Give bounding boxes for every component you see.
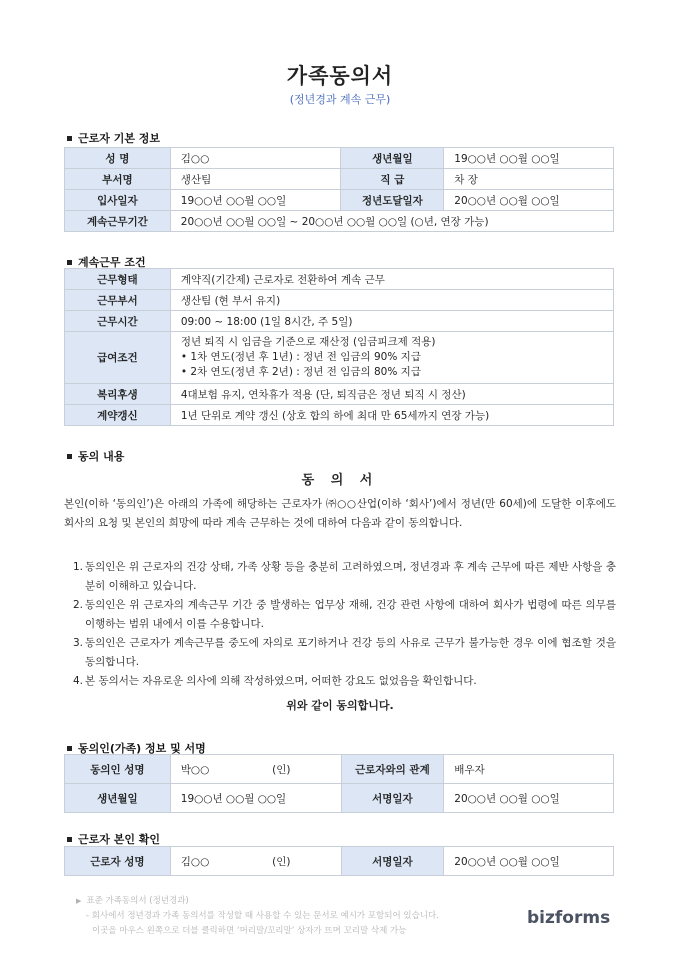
footer-note: ▶ 표준 가족동의서 (정년경과) (76, 896, 189, 906)
work-dept-value: 생산팀 (현 부서 유지) (170, 290, 613, 311)
section-consent: 동의 내용 (67, 448, 124, 464)
join-date-label: 입사일자 (65, 190, 171, 211)
table-row (65, 311, 614, 332)
work-type-label: 근무형태 (65, 269, 171, 290)
worker-date-value[interactable]: 20○○년 ○○월 ○○일 (444, 847, 614, 876)
name-value: 김○○ (170, 148, 341, 169)
work-dept-label: 근무부서 (65, 290, 171, 311)
table-row (65, 332, 614, 384)
renew-value: 1년 단위로 계약 갱신 (상호 합의 하에 최대 만 65세까지 연장 가능) (170, 405, 613, 426)
table-row (65, 148, 614, 169)
consent-closing: 위와 같이 동의합니다. (286, 699, 394, 712)
basic-info-table (64, 147, 614, 232)
period-label: 계속근무기간 (65, 211, 171, 232)
name-label: 성 명 (65, 148, 171, 169)
consent-list (64, 558, 616, 691)
conditions-table (64, 268, 614, 426)
worker-date-label: 서명일자 (341, 847, 444, 876)
seal-mark: (인) (272, 855, 291, 868)
seal-mark: (인) (272, 763, 291, 776)
table-row (65, 847, 614, 876)
rank-value: 차 장 (444, 169, 614, 190)
agreer-birth-value[interactable]: 19○○년 ○○월 ○○일 (170, 784, 341, 813)
birth-value: 19○○년 ○○월 ○○일 (444, 148, 614, 169)
worker-name-label: 근로자 성명 (65, 847, 171, 876)
list-item: 3. 동의인은 근로자가 계속근무를 중도에 자의로 포기하거나 건강 등의 사유로 근무가 불가능한 경우 이에 협조할 것을 동의합니다. (73, 637, 616, 668)
consent-heading: 동 의 서 (301, 473, 379, 488)
pay-line: • 1차 연도(정년 후 1년) : 정년 전 임금의 90% 지급 (180, 351, 421, 363)
bizforms-logo: bizforms (527, 908, 611, 928)
work-type-value: 계약직(기간제) 근로자로 전환하여 계속 근무 (170, 269, 613, 290)
relation-value[interactable]: 배우자 (444, 755, 614, 784)
agreer-name-field[interactable] (170, 755, 341, 784)
work-hours-label: 근무시간 (65, 311, 171, 332)
square-bullet-icon (67, 746, 72, 751)
triangle-bullet-icon: ▶ (76, 897, 82, 905)
table-row (65, 384, 614, 405)
footer-hint[interactable]: 이곳을 마우스 왼쪽으로 더블 클릭하면 ‘머리말/꼬리말’ 상자가 뜨며 꼬리말 삭제 가능 (92, 926, 407, 936)
table-row (65, 269, 614, 290)
pay-value (170, 332, 613, 384)
table-row (65, 784, 614, 813)
renew-label: 계약갱신 (65, 405, 171, 426)
document-title: 가족동의서 (286, 64, 394, 88)
agreer-date-label: 서명일자 (341, 784, 444, 813)
join-date-value: 19○○년 ○○월 ○○일 (170, 190, 341, 211)
pay-line: 정년 퇴직 시 임금을 기준으로 재산정 (임금피크제 적용) (180, 336, 436, 348)
pay-line: • 2차 연도(정년 후 2년) : 정년 전 임금의 80% 지급 (180, 366, 421, 378)
work-hours-value: 09:00 ~ 18:00 (1일 8시간, 주 5일) (170, 311, 613, 332)
agreer-name-label: 동의인 성명 (65, 755, 171, 784)
table-row (65, 290, 614, 311)
relation-label: 근로자와의 관계 (341, 755, 444, 784)
agreer-name-value: 박○○ (180, 763, 210, 776)
section-conditions: 계속근무 조건 (67, 254, 146, 270)
square-bullet-icon (67, 260, 72, 265)
square-bullet-icon (67, 136, 72, 141)
list-item: 2. 동의인은 위 근로자의 계속근무 기간 중 발생하는 업무상 재해, 건강 관련 사항에 대하여 회사가 법령에 따른 의무를 이행하는 범위 내에서 이를 수용합니다. (73, 599, 616, 630)
document-subtitle: (정년경과 계속 근무) (289, 93, 391, 106)
table-row (65, 405, 614, 426)
period-value: 20○○년 ○○월 ○○일 ~ 20○○년 ○○월 ○○일 (○년, 연장 가능) (170, 211, 613, 232)
table-row (65, 211, 614, 232)
welfare-label: 복리후생 (65, 384, 171, 405)
worker-name-field[interactable] (170, 847, 341, 876)
dept-label: 부서명 (65, 169, 171, 190)
square-bullet-icon (67, 454, 72, 459)
list-item: 4. 본 동의서는 자유로운 의사에 의해 작성하였으며, 어떠한 강요도 없었음을 확인합니다. (73, 675, 477, 687)
agreer-table (64, 754, 614, 813)
worker-name-value: 김○○ (180, 855, 210, 868)
retire-date-value: 20○○년 ○○월 ○○일 (444, 190, 614, 211)
footer-description: - 회사에서 정년경과 가족 동의서를 작성할 때 사용할 수 있는 문서로 예시가 포함되어 있습니다. (86, 911, 439, 921)
agreer-date-value[interactable]: 20○○년 ○○월 ○○일 (444, 784, 614, 813)
table-row (65, 755, 614, 784)
agreer-birth-label: 생년월일 (65, 784, 171, 813)
table-row (65, 169, 614, 190)
section-basic-info: 근로자 기본 정보 (67, 130, 160, 146)
table-row (65, 190, 614, 211)
consent-intro: 본인(이하 ‘동의인’)은 아래의 가족에 해당하는 근로자가 ㈜○○산업(이하 ‘회사’)에서 정년(만 60세)에 도달한 이후에도 회사의 요청 및 본인의 희망에 따라 계속 근무하는 것에 대하여 다음과 같이 동의합니다. (64, 498, 616, 529)
dept-value: 생산팀 (170, 169, 341, 190)
welfare-value: 4대보험 유지, 연차휴가 적용 (단, 퇴직금은 정년 퇴직 시 정산) (170, 384, 613, 405)
section-self-check: 근로자 본인 확인 (67, 831, 160, 847)
self-check-table (64, 846, 614, 876)
square-bullet-icon (67, 837, 72, 842)
list-item: 1. 동의인은 위 근로자의 건강 상태, 가족 상황 등을 충분히 고려하였으며, 정년경과 후 계속 근무에 따른 제반 사항을 충분히 이해하고 있습니다. (73, 561, 616, 592)
rank-label: 직 급 (341, 169, 444, 190)
section-agreer: 동의인(가족) 정보 및 서명 (67, 740, 206, 756)
retire-date-label: 정년도달일자 (341, 190, 444, 211)
pay-label: 급여조건 (65, 332, 171, 384)
birth-label: 생년월일 (341, 148, 444, 169)
